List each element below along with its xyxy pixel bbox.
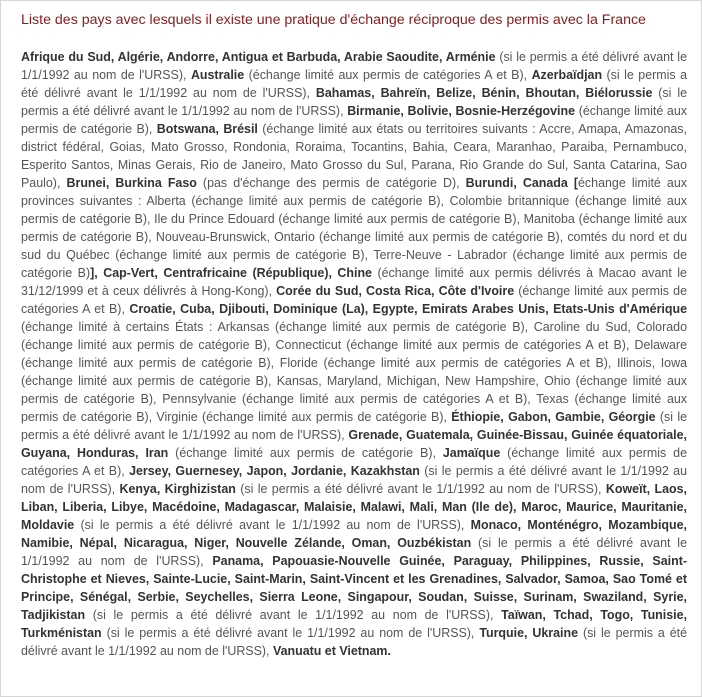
exchange-condition: échange limité aux provinces suivantes : Alberta (échange limité aux permis de catégorie B), Colombie britannique (échange limité aux permis de catégorie B), Ile du Prince Edouard (échange limité aux permis de catégorie B), Manitoba (échange limité aux permis de catégorie B), Nouveau-Brunswick, Ontario (échange limité aux permis de catégorie B), comtés du nord et du sud du Québec (échange limité aux permis de catégorie B), Terre-Neuve - Labrador (échange limité aux permis de catégorie B)	[21, 176, 687, 280]
country-list-paragraph	[21, 48, 687, 660]
page-title: Liste des pays avec lesquels il existe une pratique d'échange réciproque des permis avec la France	[21, 12, 646, 28]
exchange-condition: (si le permis a été délivré avant le 1/1/1992 au nom de l'URSS),	[21, 86, 688, 118]
exchange-condition: (si le permis a été délivré avant le 1/1/1992 au nom de l'URSS),	[21, 536, 687, 568]
exchange-condition: (échange limité aux permis de catégories A et B),	[21, 284, 687, 316]
exchange-condition: (si le permis a été délivré avant le 1/1/1992 au nom de l'URSS),	[21, 464, 687, 496]
country-names: Panama, Papouasie-Nouvelle Guinée, Paraguay, Philippines, Russie, Saint-Christophe et Nieves, Sainte-Lucie, Saint-Marin, Saint-Vincent et les Grenadines, Salvador, Samoa, Sao Tomé et Principe, Sénégal, Serbie, Seychelles, Sierra Leone, Singapour, Soudan, Suisse, Surinam, Swaziland, Syrie, Tadjikistan	[21, 554, 687, 622]
country-names: Afrique du Sud, Algérie, Andorre, Antigua et Barbuda, Arabie Saoudite, Arménie	[21, 50, 496, 64]
exchange-condition: (si le permis a été délivré avant le 1/1/1992 au nom de l'URSS),	[74, 518, 471, 532]
country-names: Jamaïque	[442, 446, 501, 460]
country-names: Vanuatu et Vietnam.	[272, 644, 391, 658]
exchange-condition: (échange limité aux permis délivrés à Macao avant le 31/12/1999 et à ceux délivrés à Hong-Kong),	[21, 266, 687, 298]
exchange-condition: (si le permis a été délivré avant le 1/1/1992 au nom de l'URSS),	[21, 410, 688, 442]
country-names: Azerbaïdjan	[531, 68, 603, 82]
country-names: Turquie, Ukraine	[479, 626, 579, 640]
exchange-condition: (échange limité aux permis de catégories A et B),	[21, 446, 687, 478]
exchange-condition: (si le permis a été délivré avant le 1/1/1992 au nom de l'URSS),	[101, 626, 480, 640]
country-names: Kenya, Kirghizistan	[119, 482, 236, 496]
exchange-condition: (pas d'échange des permis de catégorie D),	[196, 176, 466, 190]
country-names: Croatie, Cuba, Djibouti, Dominique (La), Egypte, Emirats Arabes Unis, Etats-Unis d'Amérique	[129, 302, 687, 316]
country-names: Éthiopie, Gabon, Gambie, Géorgie	[451, 410, 656, 424]
country-names: Grenade, Guatemala, Guinée-Bissau, Guinée équatoriale, Guyana, Honduras, Iran	[21, 428, 687, 460]
exchange-condition: (si le permis a été délivré avant le 1/1/1992 au nom de l'URSS),	[21, 626, 687, 658]
exchange-condition: (si le permis a été délivré avant le 1/1/1992 au nom de l'URSS),	[21, 68, 687, 100]
country-names: Botswana, Brésil	[156, 122, 258, 136]
country-names: Koweït, Laos, Liban, Liberia, Libye, Macédoine, Madagascar, Malaisie, Malawi, Mali, Man (Ile de), Maroc, Maurice, Mauritanie, Moldavie	[21, 482, 688, 532]
country-names: ], Cap-Vert, Centrafricaine (République), Chine	[90, 266, 372, 280]
country-names: Jersey, Guernesey, Japon, Jordanie, Kazakhstan	[129, 464, 420, 478]
country-names: Corée du Sud, Costa Rica, Côte d'Ivoire	[276, 284, 515, 298]
exchange-condition: (échange limité aux permis de catégorie B),	[168, 446, 443, 460]
country-names: Burundi, Canada [	[465, 176, 579, 190]
exchange-condition: (si le permis a été délivré avant le 1/1/1992 au nom de l'URSS),	[235, 482, 606, 496]
country-names: Brunei, Burkina Faso	[66, 176, 197, 190]
exchange-condition: (échange limité aux permis de catégorie B),	[21, 104, 687, 136]
country-names: Bahamas, Bahreïn, Belize, Bénin, Bhoutan, Biélorussie	[315, 86, 653, 100]
country-names: Australie	[190, 68, 245, 82]
country-names: Taïwan, Tchad, Togo, Tunisie, Turkménistan	[21, 608, 687, 640]
exchange-condition: (si le permis a été délivré avant le 1/1/1992 au nom de l'URSS),	[21, 50, 687, 82]
country-names: Monaco, Monténégro, Mozambique, Namibie, Népal, Nicaragua, Niger, Nouvelle Zélande, Oman, Ouzbékistan	[21, 518, 687, 550]
exchange-condition: (si le permis a été délivré avant le 1/1/1992 au nom de l'URSS),	[85, 608, 502, 622]
country-names: Birmanie, Bolivie, Bosnie-Herzégovine	[347, 104, 576, 118]
exchange-condition: (échange limité aux permis de catégories A et B),	[244, 68, 532, 82]
exchange-condition: (échange limité à certains États : Arkansas (échange limité aux permis de catégorie B), Caroline du Sud, Colorado (échange limité aux permis de catégorie B), Connecticut (échange limité aux permis de catégories A et B), Delaware (échange limité aux permis de catégorie B), Floride (échange limité aux permis de catégories A et B), Illinois, Iowa (échange limité aux permis de catégorie B), Kansas, Maryland, Michigan, New Hampshire, Ohio (échange limité aux permis de catégorie B), Pennsylvanie (échange limité aux permis de catégories A et B), Texas (échange limité aux permis de catégorie B), Virginie (échange limité aux permis de catégorie B),	[21, 320, 687, 424]
exchange-condition: (échange limité aux états ou territoires suivants : Accre, Amapa, Amazonas, district fédéral, Goias, Mato Grosso, Rondonia, Roraima, Tocantins, Bahia, Ceara, Maranhao, Paraiba, Pernambuco, Esperito Santos, Minas Gerais, Rio de Janeiro, Mato Grosso du Sul, Parana, Rio Grande do Sul, Santa Catarina, Sao Paulo),	[21, 122, 687, 190]
